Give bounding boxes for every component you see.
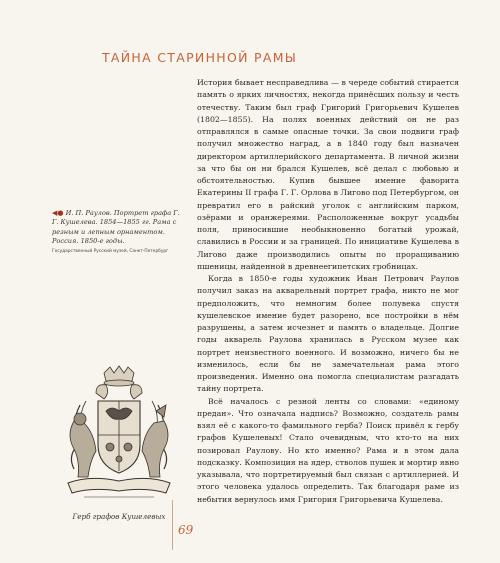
caption-source: Государственный Русский музей, Санкт-Петербург: [52, 249, 169, 255]
paragraph: Когда в 1850-е годы художник Иван Петрович Раулов получил заказ на акварельный портрет графа, никто не мог предположить, что немногим более полувека спустя кушелевское имение будет разорено, все постройки в нём разрушены, а затем исчезнет и память о владельце. Долгие годы акварель Раулова хранилась в Русском музее как портрет неизвестного военного. И возможно, ничего бы не изменилось, если бы не замечательная рама этого произведения. Именно она помогла специалистам разгадать тайну портрета.: [197, 274, 459, 394]
coat-of-arms-caption: Герб графов Кушелевых: [72, 512, 166, 521]
caption-marker-icon: ◀●: [52, 209, 64, 217]
coat-of-arms-engraving: [60, 365, 178, 505]
article-body: [197, 77, 459, 506]
caption-text: И. П. Раулов. Портрет графа Г. Г. Кушелева. 1854—1855 гг. Рама с резным и лепным орнаментом. Россия. 1850-е годы.: [52, 209, 180, 245]
page-number: 69: [178, 523, 194, 537]
figure-caption: [52, 209, 188, 255]
article-title: ТАЙНА СТАРИННОЙ РАМЫ: [102, 50, 298, 65]
folio-divider: [172, 500, 173, 550]
paragraph: История бывает несправедлива — в череде событий стирается память о ярких личностях, некогда принёсших пользу и честь отечеству. Таким был граф Григорий Григорьевич Кушелев (1802—1855). На полях военных действий он не раз отправлялся в самые опасные точки. За свои подвиги граф получил множество наград, а в 1840 году был назначен директором артиллерийского департамента. В личной жизни за что бы он ни брался Кушелев, всё делал с любовью и обстоятельностью. Купив бывшее имение фаворита Екатерины II графа Г. Г. Орлова в Лигово под Петербургом, он превратил его в райский уголок с английским парком, озёрами и оранжереями. Расположенные вокруг усадьбы поля, приносившие необыкновенно богатый урожай, славились в России и за границей. По инициативе Кушелева в Лигово даже производились опыты по проращиванию пшеницы, найденной в древнеегипетских гробницах.: [197, 78, 459, 271]
paragraph: Всё началось с резной ленты со словами: «единому предан». Что означала надпись? Возможно, создатель рамы взял её с какого-то фамильного герба? Поиск привёл к гербу графов Кушелевых! Стало очевидным, что кто-то на них позировал Раулову. Но кто именно? Рама и в этом дала подсказку. Композиция на ядер, стволов пушек и мортир явно указывала, что портретируемый был связан с артиллерией. И этого человека удалось определить. Так благодаря раме из небытия вернулось имя Григория Григорьевича Кушелева.: [197, 396, 459, 504]
